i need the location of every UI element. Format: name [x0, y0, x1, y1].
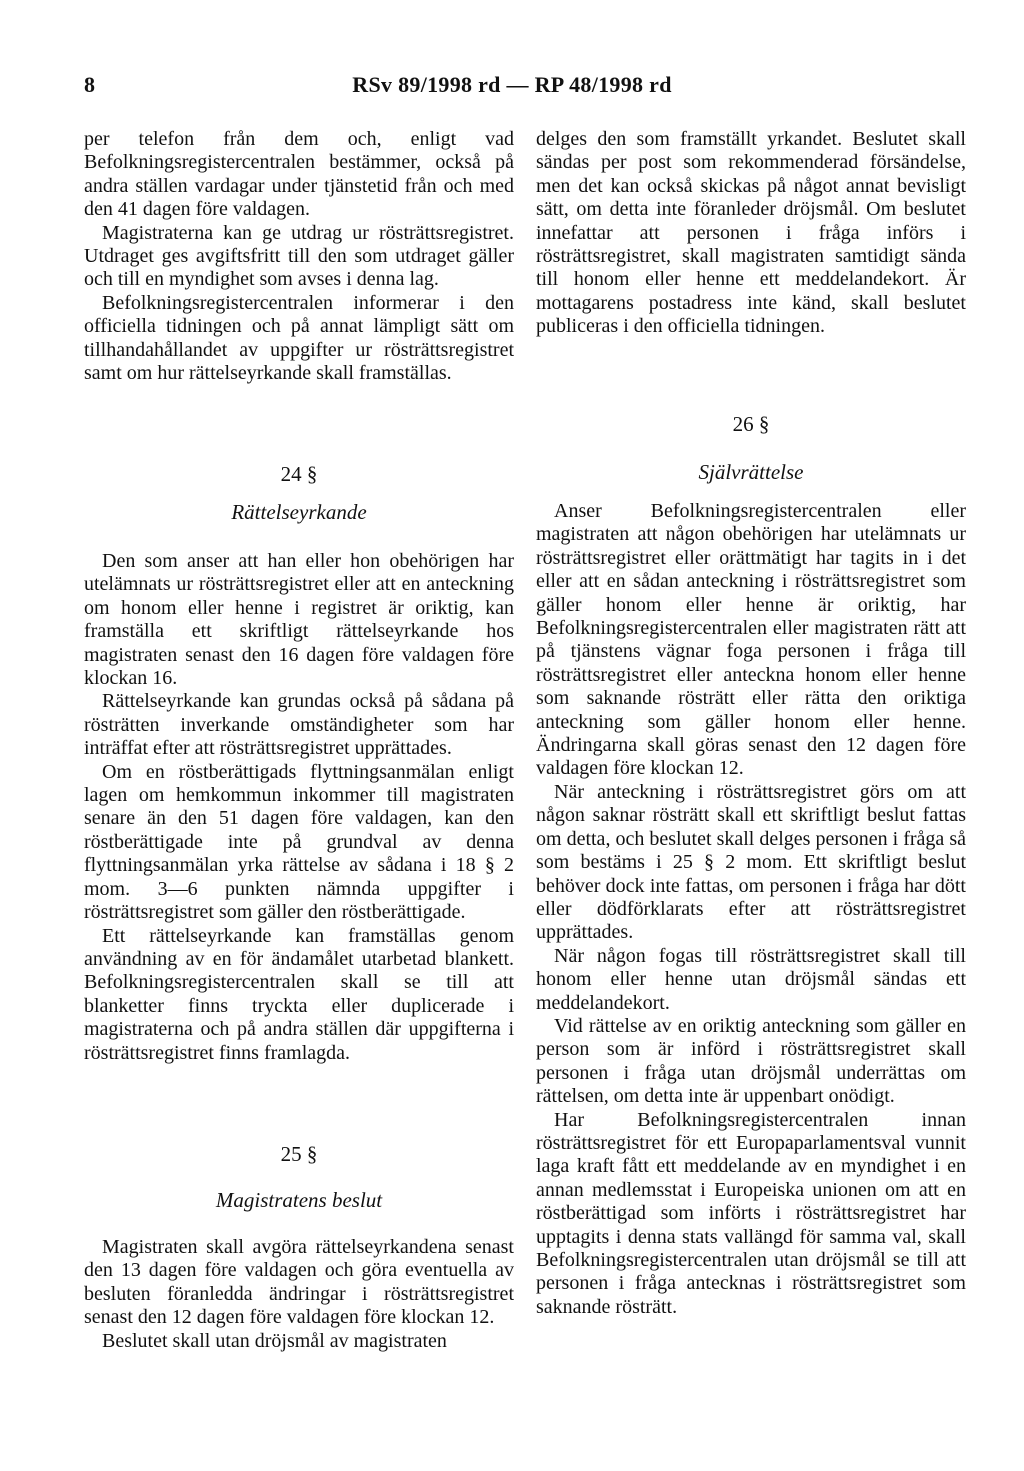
section-26-number: 26 §	[732, 412, 770, 436]
section-25-body	[84, 1236, 514, 1353]
paragraph: Om en röstberättigads flyttningsanmälan enligt lagen om hemkommun inkommer till magistraten senare än den 51 dagen före valdagen, kan den röstberättigade inte på grundval av denna flyttningsanmälan yrka rättelse av sådana i 18 § 2 mom. 3—6 punkten nämnda uppgifter i rösträttsregistret som gäller den röstberättigade.	[84, 760, 514, 924]
section-25-title: Magistratens beslut	[215, 1188, 383, 1212]
section-26-title: Självrättelse	[698, 460, 804, 484]
section-26-body	[536, 500, 966, 1319]
paragraph: När anteckning i rösträttsregistret görs om att någon saknar rösträtt skall ett skriftligt beslut fattas om detta, och beslutet skall delges personen i fråga så som bestäms i 25 § 2 mom. Ett skriftligt beslut behöver dock inte fattas, om personen i fråga har dött eller dödförklarats efter att rösträttsregistret upprättades.	[536, 780, 966, 944]
paragraph: Ett rättelseyrkande kan framställas genom användning av en för ändamålet utarbetad blankett. Befolkningsregistercentralen skall se till att blanketter finns tryckta eller duplicerade i magistraterna och på andra ställen där uppgifterna i rösträttsregistret finns framlagda.	[84, 924, 514, 1064]
paragraph: Anser Befolkningsregistercentralen eller magistraten att någon obehörigen har utelämnats ur rösträttsregistret eller orättmätigt har tagits in i det eller att en sådan anteckning i rösträttsregistret som gäller honom eller henne är oriktig, har Befolkningsregistercentralen eller magistraten rätt att på tjänstens vägnar foga personen i fråga till rösträttsregistret eller anteckna honom eller henne som saknande rösträtt eller rätta den oriktiga anteckning som gäller honom eller henne. Ändringarna skall göras senast den 12 dagen före valdagen före klockan 12.	[536, 500, 966, 780]
paragraph: Beslutet skall utan dröjsmål av magistraten	[102, 1329, 447, 1352]
left-intro	[84, 128, 514, 385]
section-24-title: Rättelseyrkande	[231, 500, 367, 524]
right-intro	[536, 128, 966, 339]
paragraph: Den som anser att han eller hon obehörigen har utelämnats ur rösträttsregistret eller att en anteckning om honom eller henne i registret är oriktig, kan framställa ett skriftligt rättelseyrkande hos magistraten senast den 16 dagen före valdagen före klockan 16.	[84, 550, 514, 690]
paragraph: Vid rättelse av en oriktig anteckning som gäller en person som är införd i rösträttsregistret skall personen i fråga utan dröjsmål underrättas om rättelsen, om detta inte är uppenbart onödigt.	[536, 1014, 966, 1108]
document-header-title: RSv 89/1998 rd — RP 48/1998 rd	[352, 72, 672, 97]
section-25-number: 25 §	[280, 1142, 318, 1166]
paragraph: Har Befolkningsregistercentralen innan rösträttsregistret för ett Europaparlamentsval vunnit laga kraft fått ett meddelande av en myndighet i en annan medlemsstat i Europeiska unionen om att en röstberättigad som införts i rösträttsregistret har upptagits i denna stats vallängd för samma val, skall Befolkningsregistercentralen utan dröjsmål se till att personen i fråga antecknas i rösträttsregistret som saknande rösträtt.	[536, 1108, 966, 1318]
page-number: 8	[84, 72, 95, 97]
paragraph: Magistraterna kan ge utdrag ur rösträttsregistret. Utdraget ges avgiftsfritt till den som utdraget gäller och till en myndighet som avses i denna lag.	[84, 221, 514, 291]
paragraph: per telefon från dem och, enligt vad Befolkningsregistercentralen bestämmer, också på andra ställen vardagar under tjänstetid från och med den 41 dagen före valdagen.	[84, 128, 514, 221]
section-24-number: 24 §	[280, 462, 318, 486]
paragraph: Rättelseyrkande kan grundas också på sådana på rösträtten inverkande omständigheter som har inträffat efter att rösträttsregistret upprättades.	[84, 690, 514, 760]
paragraph: Befolkningsregistercentralen informerar i den officiella tidningen och på annat lämpligt sätt om tillhandahållandet av uppgifter ur rösträttsregistret samt om hur rättelseyrkande skall framställas.	[84, 291, 514, 385]
paragraph: När någon fogas till rösträttsregistret skall till honom eller henne utan dröjsmål sändas ett meddelandekort.	[536, 944, 966, 1014]
paragraph: Magistraten skall avgöra rättelseyrkandena senast den 13 dagen före valdagen och göra eventuella av besluten föranledda ändringar i rösträttsregistret senast den 12 dagen före valdagen före klockan 12.	[84, 1236, 514, 1329]
section-24-body	[84, 550, 514, 1065]
paragraph: delges den som framställt yrkandet. Beslutet skall sändas per post som rekommenderad försändelse, men det kan också skickas på något annat bevisligt sätt, om detta inte föranleder dröjsmål. Om beslutet innefattar att personen i fråga införs i rösträttsregistret, skall magistraten samtidigt sända till honom eller henne ett meddelandekort. Är mottagarens postadress inte känd, skall beslutet publiceras i den officiella tidningen.	[536, 128, 966, 338]
